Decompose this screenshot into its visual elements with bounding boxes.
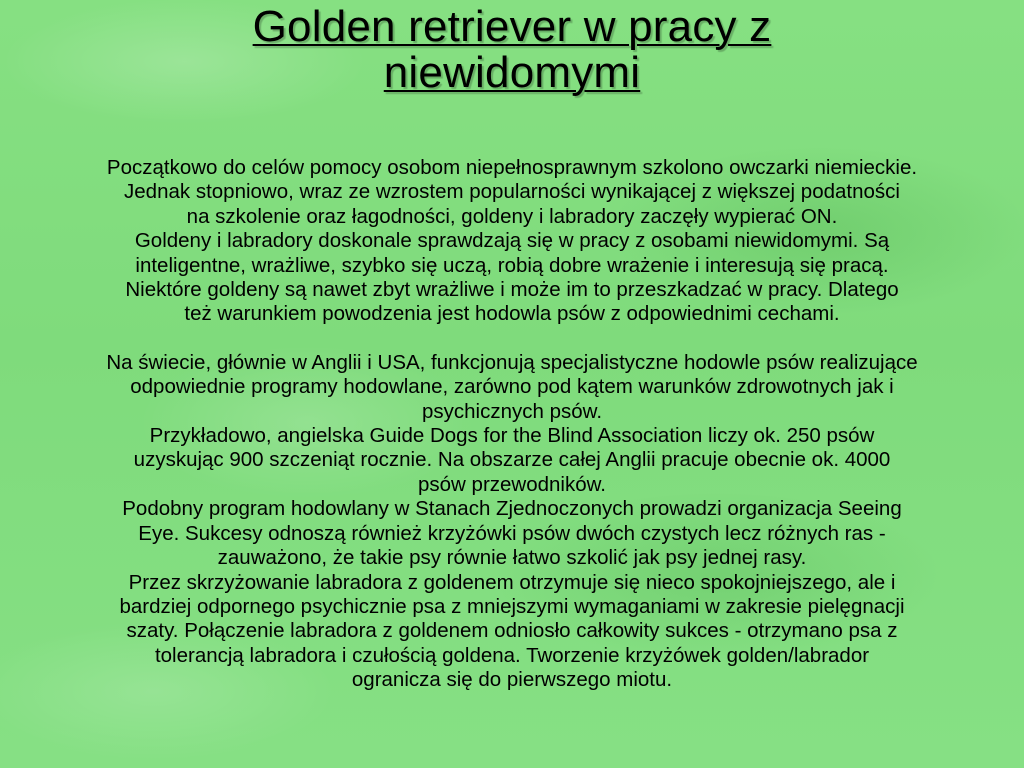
text-line: odpowiednie programy hodowlane, zarówno pod kątem warunków zdrowotnych jak i <box>130 375 894 399</box>
paragraph-2 <box>0 229 1024 327</box>
paragraph-5 <box>0 497 1024 570</box>
text-line: Przez skrzyżowanie labradora z goldenem otrzymuje się nieco spokojniejszego, ale i <box>128 570 896 594</box>
text-line: uzyskując 900 szczeniąt rocznie. Na obszarze całej Anglii pracuje obecnie ok. 4000 <box>133 448 891 472</box>
text-line: Goldeny i labradory doskonale sprawdzają się w pracy z osobami niewidomymi. Są <box>134 229 890 253</box>
text-line: Jednak stopniowo, wraz ze wzrostem popularności wynikającej z większej podatności <box>124 180 900 204</box>
text-line: na szkolenie oraz łagodności, goldeny i labradory zaczęły wypierać ON. <box>186 204 838 228</box>
paragraph-3 <box>0 351 1024 424</box>
text-line: ogranicza się do pierwszego miotu. <box>351 668 673 692</box>
paragraph-4 <box>0 424 1024 497</box>
title-line-2: niewidomymi <box>383 48 641 97</box>
paragraph-1 <box>0 156 1024 229</box>
text-line: Na świecie, głównie w Anglii i USA, funkcjonują specjalistyczne hodowle psów realizujące <box>106 350 918 374</box>
text-line: zauważono, że takie psy równie łatwo szkolić jak psy jednej rasy. <box>217 546 807 570</box>
text-line: psychicznych psów. <box>421 399 603 423</box>
text-line: tolerancją labradora i czułością goldena. Tworzenie krzyżówek golden/labrador <box>154 643 870 667</box>
text-line: bardziej odpornego psychicznie psa z mniejszymi wymaganiami w zakresie pielęgnacji <box>119 594 905 618</box>
text-line: psów przewodników. <box>417 472 606 496</box>
slide-body <box>0 156 1024 693</box>
text-line: szaty. Połączenie labradora z goldenem odniosło całkowity sukces - otrzymano psa z <box>126 619 898 643</box>
text-line: Niektóre goldeny są nawet zbyt wrażliwe i może im to przeszkadzać w pracy. Dlatego <box>125 278 899 302</box>
text-line: Podobny program hodowlany w Stanach Zjednoczonych prowadzi organizacja Seeing <box>122 497 902 521</box>
text-line: inteligentne, wrażliwe, szybko się uczą, robią dobre wrażenie i interesują się pracą. <box>135 253 889 277</box>
text-line: Eye. Sukcesy odnoszą również krzyżówki psów dwóch czystych lecz różnych ras - <box>138 521 886 545</box>
text-line: też warunkiem powodzenia jest hodowla psów z odpowiednimi cechami. <box>184 302 840 326</box>
paragraph-6 <box>0 571 1024 693</box>
slide-title <box>0 4 1024 96</box>
text-line: Przykładowo, angielska Guide Dogs for the Blind Association liczy ok. 250 psów <box>149 424 875 448</box>
title-line-1: Golden retriever w pracy z <box>252 2 772 51</box>
paragraph-spacer <box>0 327 1024 351</box>
text-line: Początkowo do celów pomocy osobom niepełnosprawnym szkolono owczarki niemieckie. <box>106 156 918 179</box>
